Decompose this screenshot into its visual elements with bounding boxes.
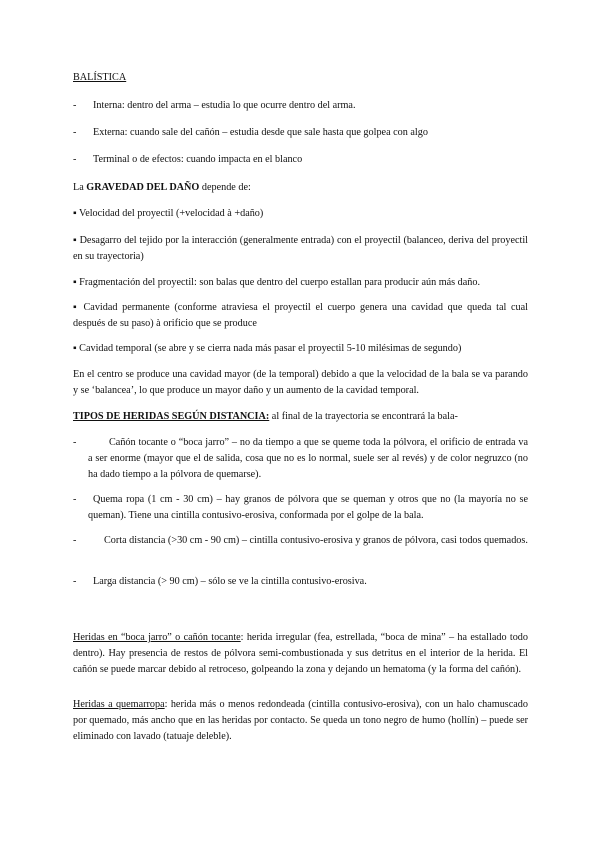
list-item-terminal: Terminal o de efectos: cuando impacta en el blanco xyxy=(93,154,303,165)
gravedad-bold: GRAVEDAD DEL DAÑO xyxy=(86,182,200,193)
heridas-quemarropa-label: Heridas a quemarropa xyxy=(73,699,165,710)
gravedad-heading xyxy=(73,180,528,196)
factor-cavidad-temporal: ▪ Cavidad temporal (se abre y se cierra nada más pasar el proyectil 5-10 milésimas de segundo) xyxy=(73,343,462,354)
list-item-interna: Interna: dentro del arma – estudia lo que ocurre dentro del arma. xyxy=(93,100,356,111)
distance-canon-tocante: Cañón tocante o “boca jarro” – no da tiempo a que se queme toda la pólvora, el orificio de entrada va a ser enorme (mayor que el de salida, cosa que no es lo normal, suele ser al revés) y de color negruzco (no ha dado tiempo a la pólvora de quemarse). xyxy=(88,437,528,480)
heridas-boca-jarro-paragraph xyxy=(73,630,528,678)
distance-corta: Corta distancia (>30 cm - 90 cm) – cintilla contusivo-erosiva y granos de pólvora, casi todos quemados. xyxy=(104,535,528,546)
tipos-heading-bold: TIPOS DE HERIDAS SEGÚN DISTANCIA: xyxy=(73,411,270,422)
list-bullet: - xyxy=(73,100,77,111)
distance-quema-ropa: Quema ropa (1 cm - 30 cm) – hay granos de pólvora que se queman y otros que no (la mayoría no se queman). Tiene una cintilla contusivo-erosiva, conformada por el golpe de la bala. xyxy=(88,494,528,521)
gravedad-post: depende de: xyxy=(199,182,251,193)
list-bullet: - xyxy=(73,437,77,448)
gravedad-pre: La xyxy=(73,182,87,193)
tipos-heading-rest: al final de la trayectoria se encontrará la bala- xyxy=(269,411,458,422)
list-bullet: - xyxy=(73,494,77,505)
list-bullet: - xyxy=(73,535,77,546)
heridas-quemarropa-text: : herida más o menos redondeada (cintilla contusivo-erosiva), con un halo chamuscado por quemado, más ancho que en las heridas por contacto. Se queda un tono negro de humo (hollín) – puede ser eliminado con lavado (tatuaje deleble). xyxy=(73,699,528,742)
heridas-quemarropa-paragraph xyxy=(73,697,528,745)
heridas-boca-jarro-label: Heridas en “boca jarro” o cañón tocante xyxy=(73,632,241,643)
list-item-externa: Externa: cuando sale del cañón – estudia desde que sale hasta que golpea con algo xyxy=(93,127,428,138)
distance-larga: Larga distancia (> 90 cm) – sólo se ve la cintilla contusivo-erosiva. xyxy=(93,576,367,587)
factor-desgarro: ▪ Desagarro del tejido por la interacción (generalmente entrada) con el proyectil (balanceo, deriva del proyectil en su trayectoria) xyxy=(73,235,528,262)
list-bullet: - xyxy=(73,127,77,138)
list-bullet: - xyxy=(73,576,77,587)
factor-velocidad: ▪ Velocidad del proyectil (+velocidad à +daño) xyxy=(73,208,264,219)
factor-fragmentacion: ▪ Fragmentación del proyectil: son balas que dentro del cuerpo estallan para producir aún más daño. xyxy=(73,277,481,288)
heridas-boca-jarro-text: : herida irregular (fea, estrellada, “boca de mina” – ha estallado todo dentro). Hay presencia de restos de pólvora semi-combustionada y sus detritus en el interior de la herida. El cañón se puede marcar debido al retroceso, golpeando la zona y dejando un hematoma (y la forma del cañón). xyxy=(73,632,528,675)
list-bullet: - xyxy=(73,154,77,165)
tipos-heading xyxy=(73,409,528,425)
factor-cavidad-permanente: ▪ Cavidad permanente (conforme atraviesa el proyectil el cuerpo genera una cavidad que queda tal cual después de su paso) à orificio que se produce xyxy=(73,302,528,329)
centro-paragraph: En el centro se produce una cavidad mayor (de la temporal) debido a que la velocidad de la bala se va parando y se ‘balancea’, lo que produce un mayor daño y un aumento de la cavidad temporal. xyxy=(73,369,528,396)
page-title: BALÍSTICA xyxy=(73,72,127,83)
